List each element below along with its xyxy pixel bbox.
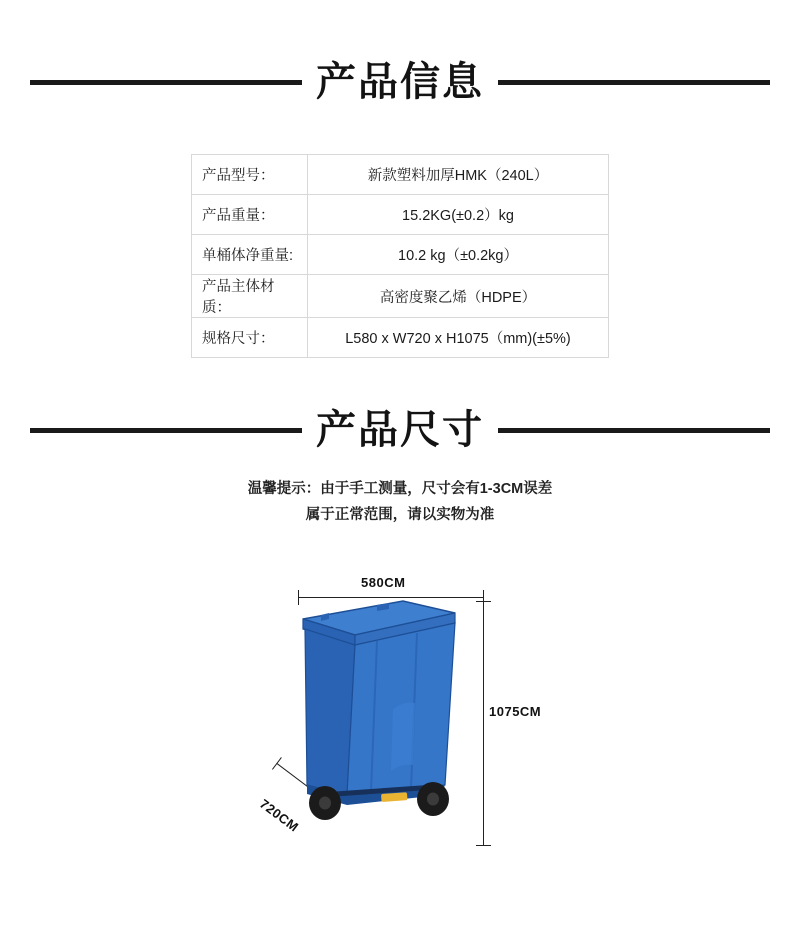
spec-value: 新款塑料加厚HMK（240L）	[308, 155, 609, 195]
notice-line-1: 温馨提示：由于手工测量，尺寸会有1-3CM误差	[247, 481, 553, 497]
spec-label: 产品主体材质：	[192, 275, 308, 318]
spec-label: 单桶体净重量:	[192, 235, 308, 275]
heading-rule-right	[498, 428, 770, 433]
spec-label: 产品重量：	[192, 195, 308, 235]
spec-value: L580 x W720 x H1075（mm)(±5%)	[308, 318, 609, 358]
table-row	[192, 195, 609, 235]
table-row	[192, 318, 609, 358]
table-row	[192, 235, 609, 275]
spec-label: 规格尺寸：	[192, 318, 308, 358]
table-row	[192, 275, 609, 318]
width-dimension-label: 580CM	[361, 575, 406, 590]
spec-label: 产品型号：	[192, 155, 308, 195]
heading-rule-left	[30, 80, 302, 85]
trash-bin-illustration	[285, 589, 505, 859]
product-info-heading	[0, 62, 800, 102]
spec-table-container	[191, 154, 609, 358]
spec-value: 10.2 kg（±0.2kg）	[308, 235, 609, 275]
page-title: 产品信息	[316, 60, 484, 104]
size-title: 产品尺寸	[316, 408, 484, 452]
spec-value: 15.2KG(±0.2）kg	[308, 195, 609, 235]
heading-rule-left	[30, 428, 302, 433]
height-dimension-label: 1075CM	[489, 704, 542, 719]
measurement-notice	[0, 476, 800, 528]
notice-line-2: 属于正常范围，请以实物为准	[305, 507, 495, 523]
depth-dimension-label: 720CM	[256, 796, 302, 835]
spec-value: 高密度聚乙烯（HDPE）	[308, 275, 609, 318]
product-size-heading	[0, 410, 800, 450]
spec-table	[191, 154, 609, 358]
dimension-figure	[0, 544, 800, 874]
heading-rule-right	[498, 80, 770, 85]
table-row	[192, 155, 609, 195]
